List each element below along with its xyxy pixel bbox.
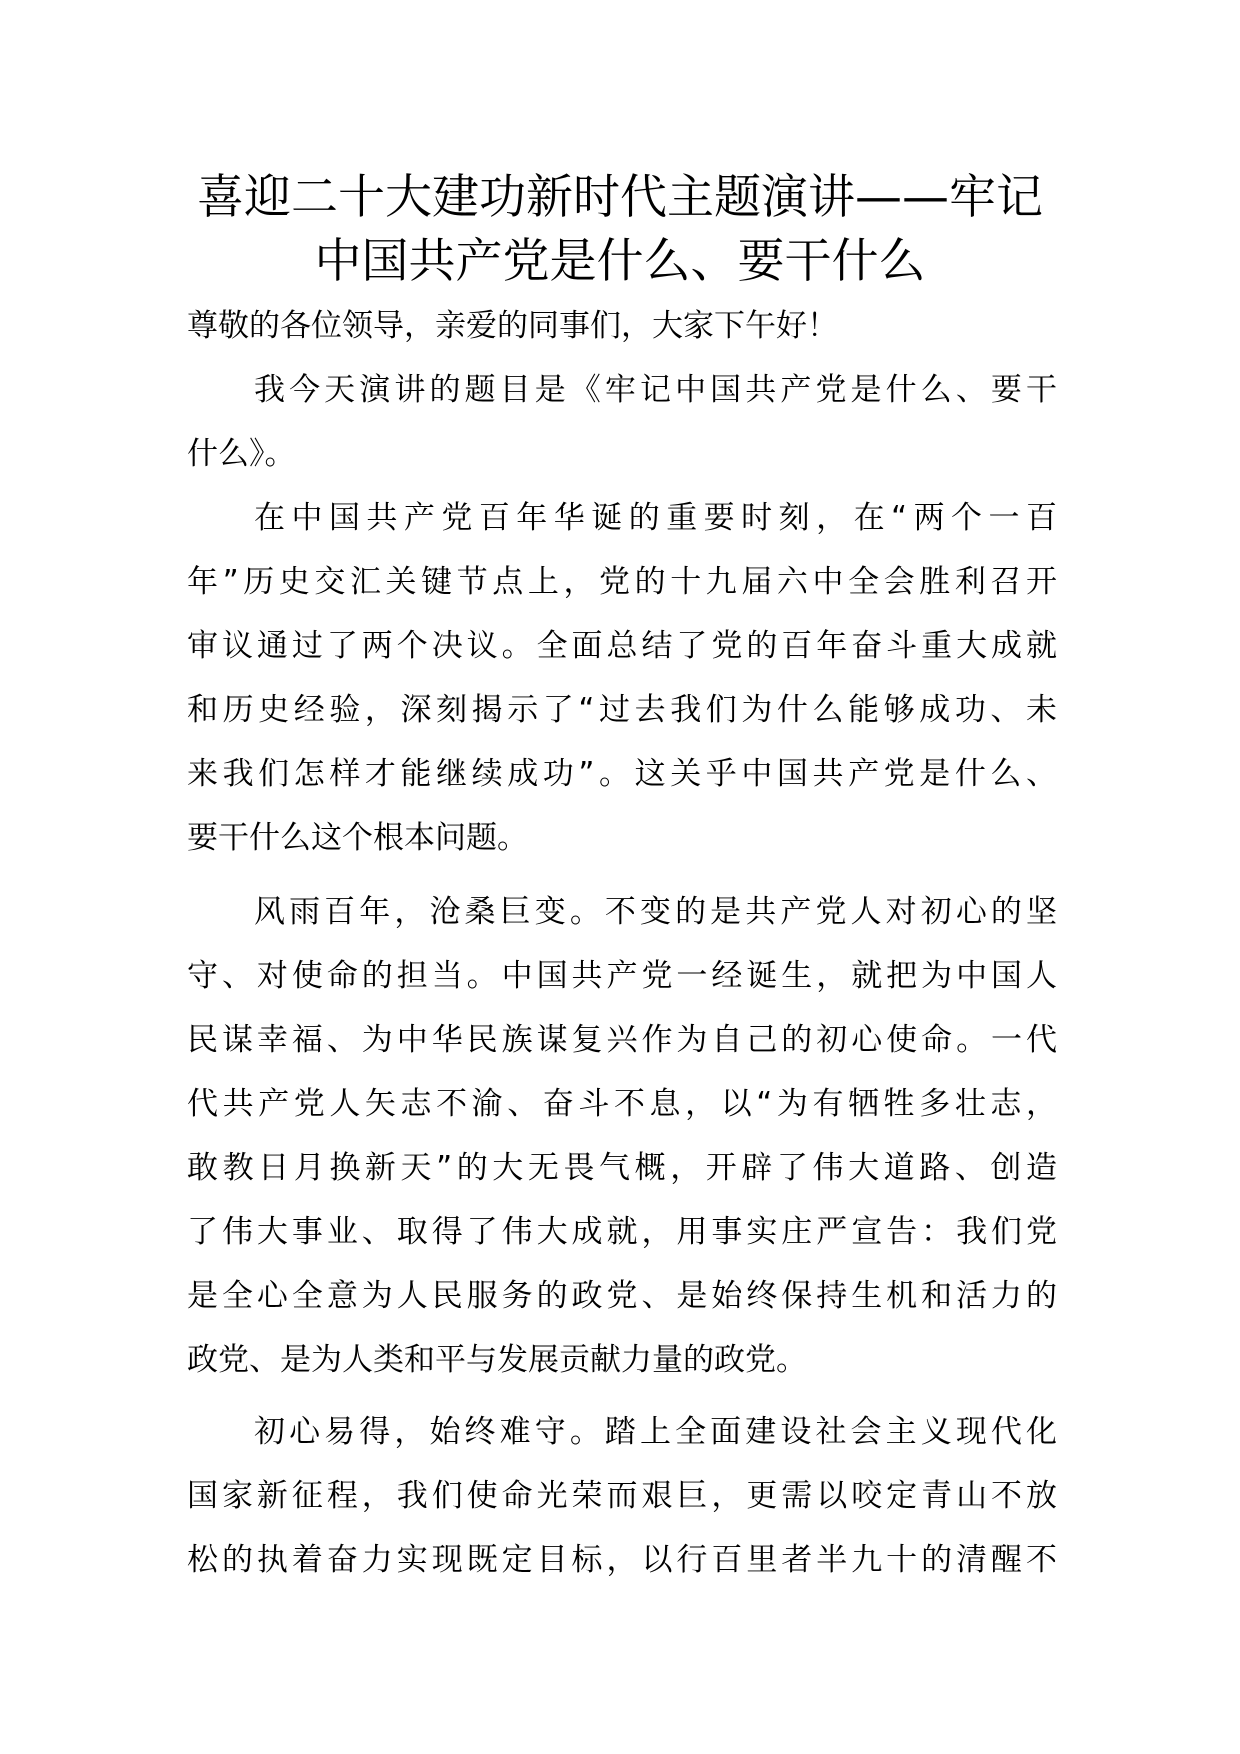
paragraph-line: 敢教日月换新天”的大无畏气概，开辟了伟大道路、创造 [187,1150,1057,1186]
paragraph-line: 初心易得，始终难守。踏上全面建设社会主义现代化 [254,1414,1057,1450]
paragraph-line: 政党、是为人类和平与发展贡献力量的政党。 [187,1342,807,1378]
paragraph-line: 松的执着奋力实现既定目标，以行百里者半九十的清醒不 [187,1542,1057,1578]
paragraph-line: 风雨百年，沧桑巨变。不变的是共产党人对初心的坚 [254,894,1057,930]
paragraph-line: 民谋幸福、为中华民族谋复兴作为自己的初心使命。一代 [187,1022,1057,1058]
paragraph-line: 年”历史交汇关键节点上，党的十九届六中全会胜利召开 [187,564,1057,600]
paragraph-line: 要干什么这个根本问题。 [187,820,528,856]
paragraph-line: 在中国共产党百年华诞的重要时刻，在“两个一百 [254,500,1057,536]
title-line-1: 喜迎二十大建功新时代主题演讲——牢记 [197,170,1043,225]
paragraph-line: 了伟大事业、取得了伟大成就，用事实庄严宣告：我们党 [187,1214,1057,1250]
paragraph-line: 来我们怎样才能继续成功”。这关乎中国共产党是什么、 [187,756,1057,792]
paragraph-line: 我今天演讲的题目是《牢记中国共产党是什么、要干 [254,372,1057,408]
title-line-2: 中国共产党是什么、要干什么 [314,234,926,289]
paragraph-line: 和历史经验，深刻揭示了“过去我们为什么能够成功、未 [187,692,1057,728]
paragraph-line: 国家新征程，我们使命光荣而艰巨，更需以咬定青山不放 [187,1478,1057,1514]
paragraph-line: 代共产党人矢志不渝、奋斗不息，以“为有牺牲多壮志， [187,1086,1057,1122]
salutation: 尊敬的各位领导，亲爱的同事们，大家下午好！ [187,308,838,344]
paragraph-line: 什么》。 [187,436,296,472]
paragraph-line: 审议通过了两个决议。全面总结了党的百年奋斗重大成就 [187,628,1057,664]
paragraph-line: 守、对使命的担当。中国共产党一经诞生，就把为中国人 [187,958,1057,994]
paragraph-line: 是全心全意为人民服务的政党、是始终保持生机和活力的 [187,1278,1057,1314]
